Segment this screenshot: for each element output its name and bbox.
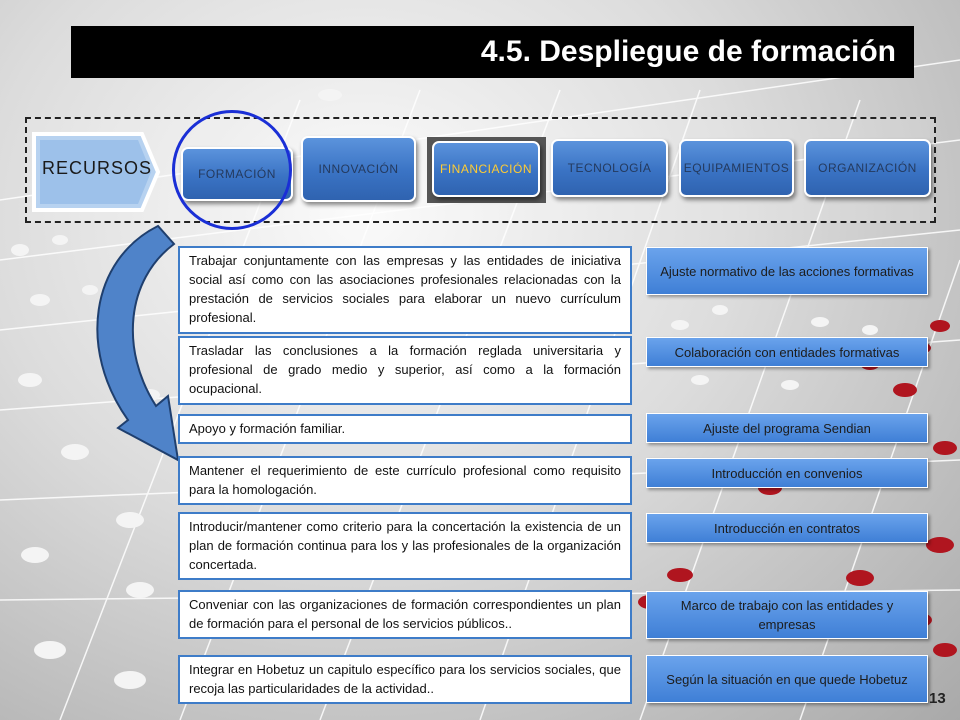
formacion-highlight-circle [172,110,292,230]
tab-organizacion[interactable] [804,139,931,197]
action-text: Apoyo y formación familiar. [189,421,346,436]
tab-formacion-label: FORMACIÓN [198,167,276,181]
recursos-label: RECURSOS [42,158,153,178]
tab-equipamientos-label: EQUIPAMIENTOS [683,161,790,175]
instrument-item [646,513,928,543]
instrument-item [646,655,928,703]
instrument-text: Introducción en convenios [711,465,863,481]
instrument-text: Marco de trabajo con las entidades y empresas [680,598,894,632]
action-item [178,414,632,444]
instrument-text: Colaboración con entidades formativas [674,344,900,360]
action-text: Trabajar conjuntamente con las empresas y las entidades de iniciativa social así como con las asociaciones profesionales relacionadas con la prestación de servicios sociales para elaborar un nuevo currículum profesional. [189,253,621,325]
instrument-text: Introducción en contratos [714,520,860,536]
action-item [178,590,632,639]
instrument-item [646,413,928,443]
instrument-item [646,458,928,488]
instrument-item [646,591,928,639]
tab-tecnologia[interactable] [551,139,668,197]
action-text: Trasladar las conclusiones a la formación reglada universitaria y profesional de grado medio y superior, así como a la formación ocupacional. [189,343,621,396]
recursos-chevron [30,130,162,214]
instrument-text: Ajuste del programa Sendian [703,420,871,436]
page-number: 13 [929,690,946,707]
action-item [178,456,632,505]
instrument-item [646,247,928,295]
action-item [178,512,632,580]
instrument-text: Ajuste normativo de las acciones formativas [660,263,914,279]
tab-financiacion-label: FINANCIACIÓN [439,162,532,176]
action-item [178,246,632,334]
curved-arrow-icon [70,220,180,470]
action-text: Conveniar con las organizaciones de formación correspondientes un plan de formación para el personal de los servicios públicos.. [189,597,621,631]
tab-innovacion[interactable] [301,136,416,202]
tab-organizacion-label: ORGANIZACIÓN [818,161,917,175]
tab-financiacion[interactable] [432,141,540,197]
action-item [178,336,632,405]
page-title-bar [71,26,914,78]
tab-equipamientos[interactable] [679,139,794,197]
action-text: Introducir/mantener como criterio para la concertación la existencia de un plan de formación continua para los y las profesionales de la organización concertada. [189,519,621,572]
tab-innovacion-label: INNOVACIÓN [318,162,399,176]
instrument-text: Según la situación en que quede Hobetuz [666,671,908,687]
tab-tecnologia-label: TECNOLOGÍA [567,161,652,175]
action-text: Integrar en Hobetuz un capitulo específico para los servicios sociales, que recoja las particularidades de la actividad.. [189,662,621,696]
action-item [178,655,632,704]
page-title: 4.5. Despliegue de formación [480,35,896,68]
instrument-item [646,337,928,367]
action-text: Mantener el requerimiento de este currículo profesional como requisito para la homologación. [189,463,621,497]
